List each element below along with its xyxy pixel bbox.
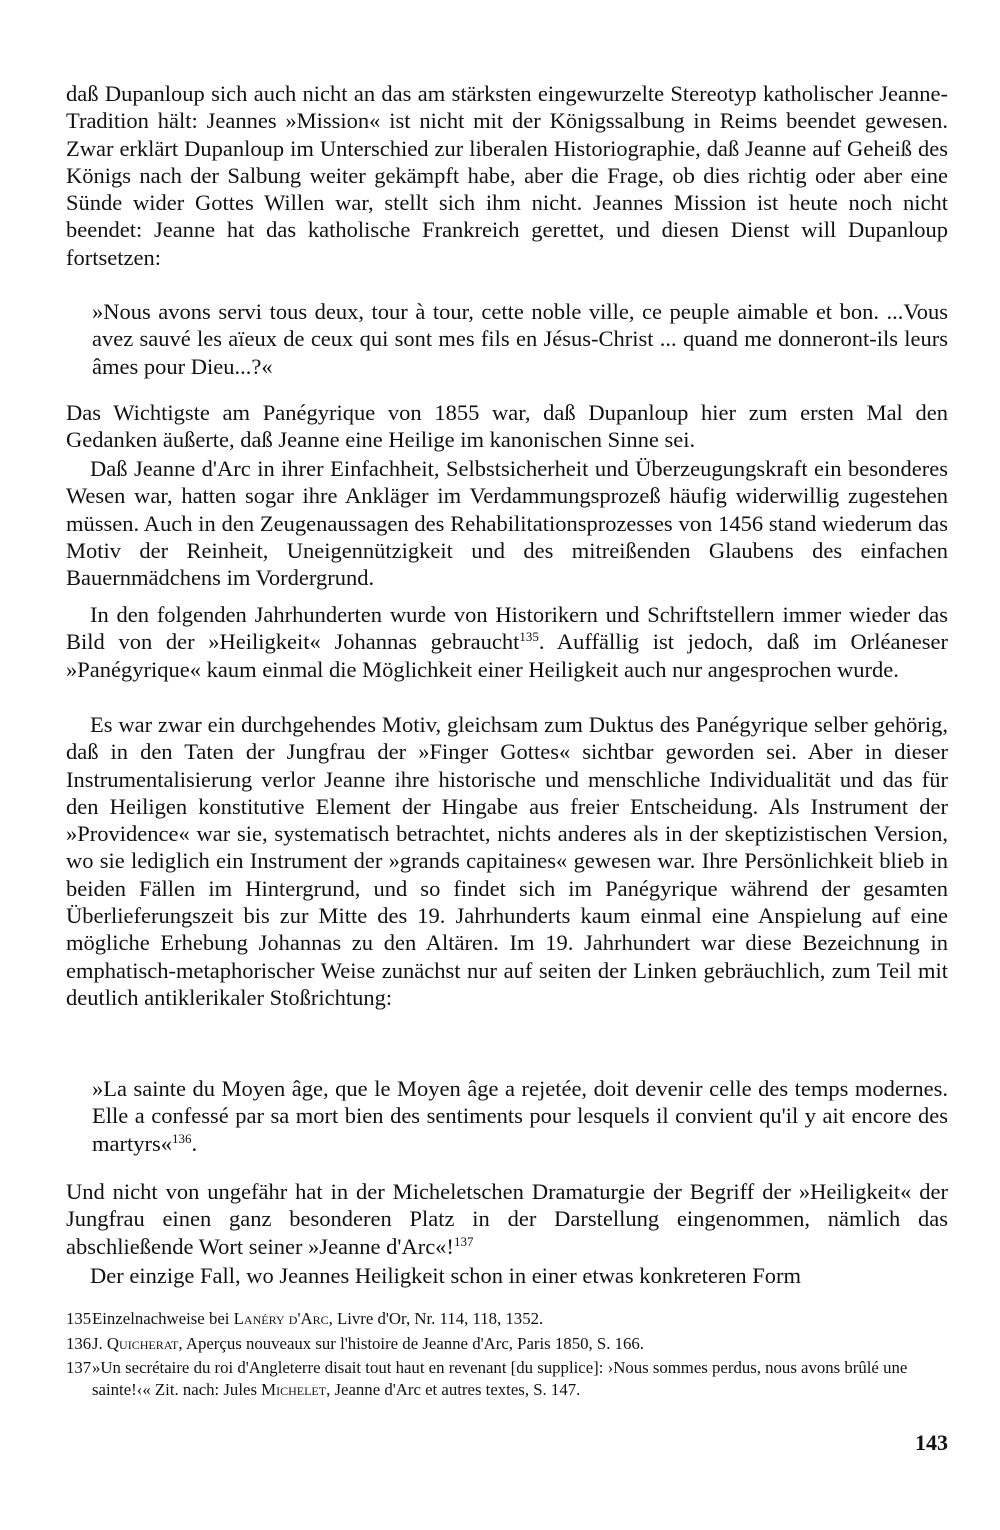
paragraph-7-text: Der einzige Fall, wo Jeannes Heiligkeit schon in einer etwas konkreteren Form — [90, 1263, 802, 1288]
block-quote-2-end: . — [191, 1130, 198, 1156]
footnote-number: 136 — [66, 1334, 92, 1353]
block-quote-2-text: »La sainte du Moyen âge, que le Moyen âge a rejetée, doit devenir celle des temps modernes. Elle a confessé par sa mort bien des sentiments pour lesquels il convient qu'il y ait encore des martyrs« — [92, 1076, 948, 1156]
paragraph-4-text: In den folgenden Jahrhunderten wurde von Historikern und Schriftstellern immer wieder das Bild von der »Heiligkeit« Johannas gebraucht — [66, 602, 948, 655]
footnote-text: , Jeanne d'Arc et autres textes, S. 147. — [326, 1380, 581, 1399]
author-name: Lanéry d'Arc — [233, 1309, 329, 1328]
paragraph-1-text: daß Dupanloup sich auch nicht an das am stärksten eingewurzelte Stereotyp katholischer Jeanne-Tradition hält: Jeannes »Mission« ist nicht mit der Königssalbung in Reims beendet gewesen. Zwar erklärt Dupanloup im Unterschied zur liberalen Historiographie, daß Jeanne auf Geheiß des Königs nach der Salbung weiter gekämpft habe, aber die Frage, ob dies richtig oder aber eine Sünde wider Gottes Willen war, stellt sich ihm nicht. Jeannes Mission ist heute noch nicht beendet: Jeanne hat das katholische Frankreich gerettet, und diesen Dienst will Dupanloup fortsetzen: — [66, 81, 948, 270]
paragraph-3 — [66, 455, 948, 591]
author-name: Michelet — [261, 1380, 327, 1399]
paragraph-2 — [66, 399, 948, 454]
block-quote-2 — [92, 1075, 948, 1157]
paragraph-6-text: Und nicht von ungefähr hat in der Micheletschen Dramaturgie der Begriff der »Heiligkeit« der Jungfrau einen ganz besonderen Platz in der Darstellung eingenommen, nämlich das abschließende Wort seiner »Jeanne d'Arc«! — [66, 1179, 948, 1259]
footnote-135 — [66, 1308, 956, 1330]
author-name: Quicherat — [106, 1334, 179, 1353]
footnote-text: »Un secrétaire du roi d'Angleterre disait tout haut en revenant [du supplice]: ›Nous sommes perdus, nous avons brûlé une sainte!‹« Zit. nach: Jules — [92, 1358, 908, 1399]
paragraph-2-text: Das Wichtigste am Panégyrique von 1855 war, daß Dupanloup hier zum ersten Mal den Gedanken äußerte, daß Jeanne eine Heilige im kanonischen Sinne sei. — [66, 400, 948, 453]
footnote-text: , Aperçus nouveaux sur l'histoire de Jeanne d'Arc, Paris 1850, S. 166. — [178, 1334, 644, 1353]
paragraph-1 — [66, 80, 948, 271]
paragraph-7 — [66, 1262, 948, 1289]
paragraph-5-text: Es war zwar ein durchgehendes Motiv, gleichsam zum Duktus des Panégyrique selber gehörig, daß in den Taten der Jungfrau der »Finger Gottes« sichtbar geworden sei. Aber in dieser Instrumentalisierung verlor Jeanne ihre historische und menschliche Individualität und das für den Heiligen konstitutive Element der Hingabe aus freier Entscheidung. Als Instrument der »Providence« war sie, systematisch betrachtet, nichts anderes als in der skeptizistischen Version, wo sie lediglich ein Instrument der »grands capitaines« gewesen war. Ihre Persönlichkeit blieb in beiden Fällen im Hintergrund, und so findet sich im Panégyrique während der gesamten Überlieferungszeit bis zur Mitte des 19. Jahrhunderts kaum einmal eine Anspielung auf eine mögliche Erhebung Johannas zu den Altären. Im 19. Jahrhundert war diese Bezeichnung in emphatisch-metaphorischer Weise zunächst nur auf seiten der Linken gebräuchlich, zum Teil mit deutlich antiklerikaler Stoßrichtung: — [66, 712, 948, 1010]
paragraph-3-text: Daß Jeanne d'Arc in ihrer Einfachheit, Selbstsicherheit und Überzeugungskraft ein besonderes Wesen war, hatten sogar ihre Ankläger im Verdammungsprozeß häufig widerwillig zugestehen müssen. Auch in den Zeugenaussagen des Rehabilitationsprozesses von 1456 stand wiederum das Motiv der Reinheit, Uneigennützigkeit und des mitreißenden Glaubens des einfachen Bauernmädchens im Vordergrund. — [66, 456, 948, 591]
block-quote-1 — [92, 298, 948, 380]
footnote-text: Einzelnachweise bei — [92, 1309, 234, 1328]
footnote-ref-135: 135 — [519, 629, 539, 645]
footnote-137 — [66, 1357, 956, 1401]
paragraph-6 — [66, 1178, 948, 1260]
paragraph-4-rest: . Auffällig ist jedoch, daß im Orléaneser »Panégyrique« kaum einmal die Möglichkeit einer Heiligkeit auch nur angesprochen wurde. — [66, 629, 948, 682]
footnote-text: , Livre d'Or, Nr. 114, 118, 1352. — [328, 1309, 544, 1328]
footnote-number: 137 — [66, 1358, 92, 1377]
footnote-number: 135 — [66, 1309, 92, 1328]
footnote-text: J. — [92, 1334, 107, 1353]
paragraph-4 — [66, 601, 948, 683]
paragraph-5 — [66, 711, 948, 1011]
block-quote-1-text: »Nous avons servi tous deux, tour à tour, cette noble ville, ce peuple aimable et bon. ...Vous avez sauvé les aïeux de ceux qui sont mes fils en Jésus-Christ ... quand me donneront-ils leurs âmes pour Dieu...?« — [92, 299, 948, 379]
footnote-ref-137: 137 — [453, 1233, 474, 1249]
page-number: 143 — [915, 1430, 948, 1455]
footnote-136 — [66, 1333, 956, 1355]
footnote-ref-136: 136 — [171, 1130, 192, 1146]
